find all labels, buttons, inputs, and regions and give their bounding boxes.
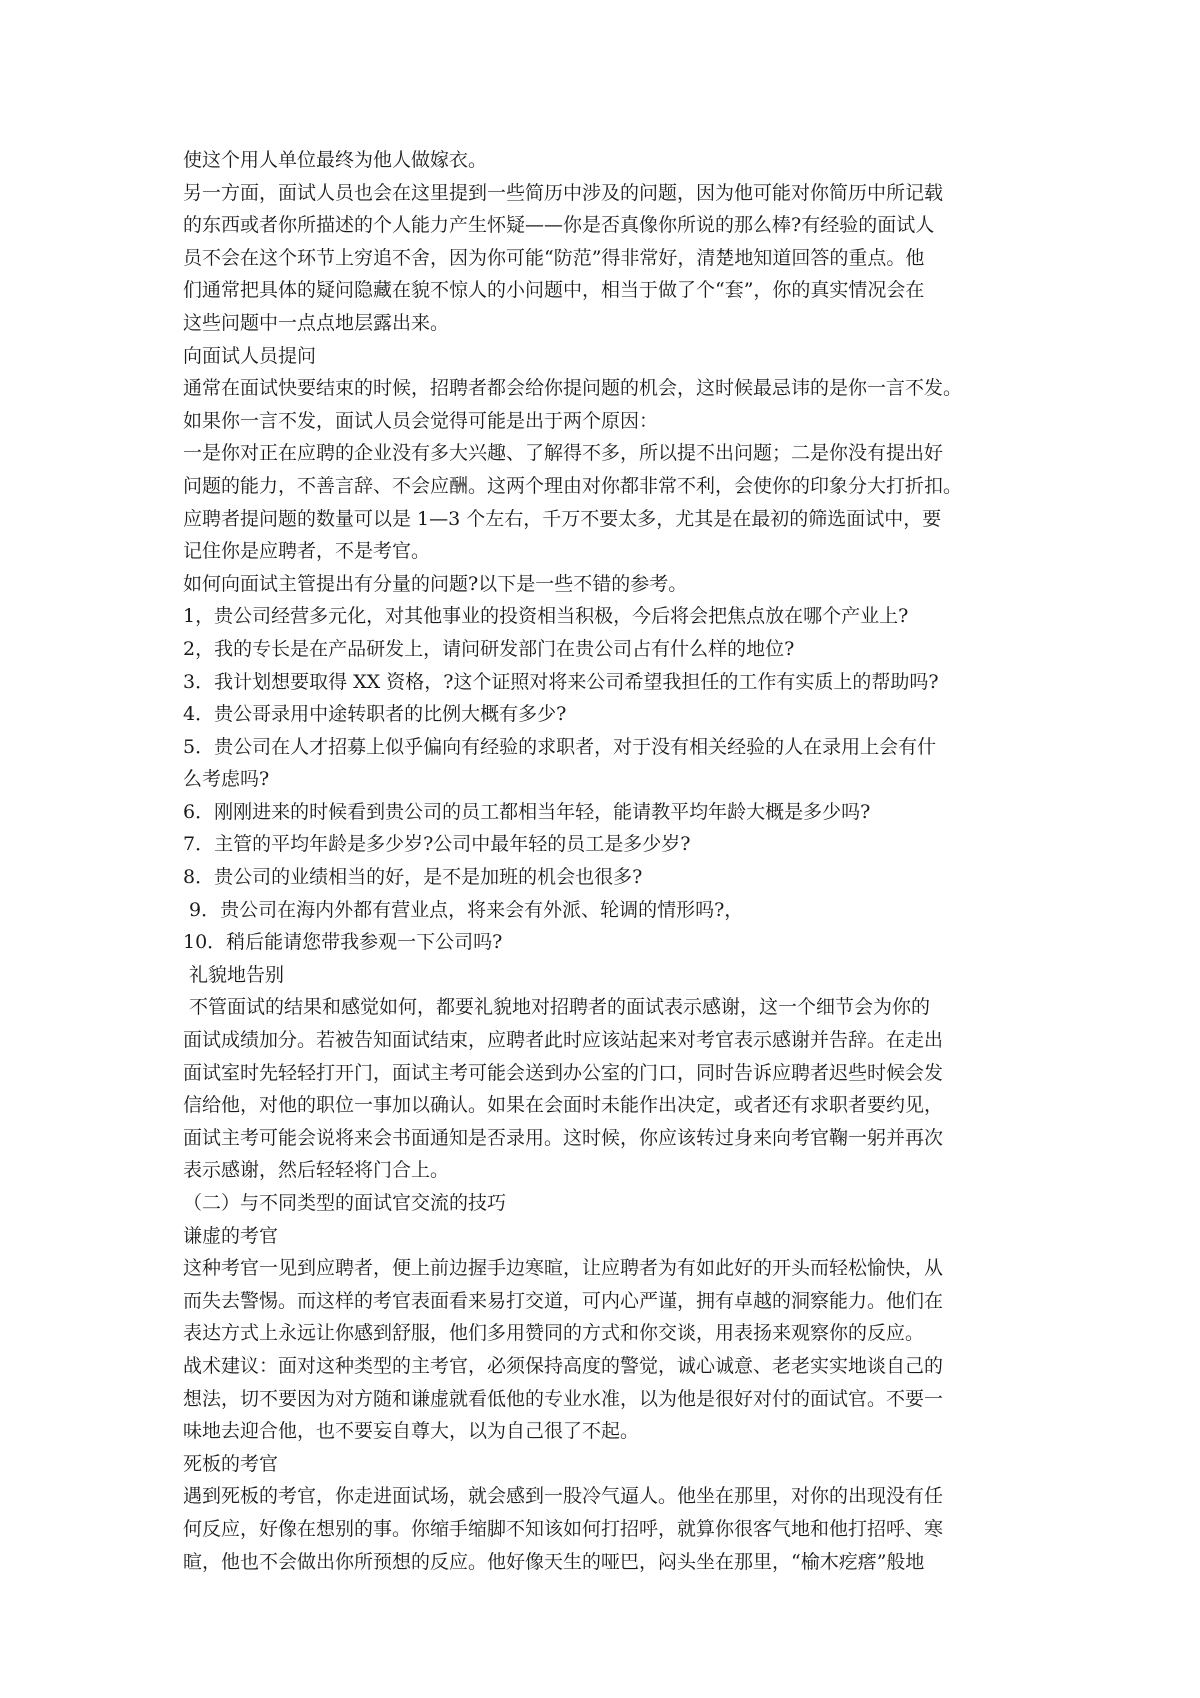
document-body bbox=[183, 144, 1023, 1578]
list-item: 4．贵公哥录用中途转职者的比例大概有多少? bbox=[183, 703, 567, 726]
text-line: 通常在面试快要结束的时候，招聘者都会给你提问题的机会，这时候最忌讳的是你一言不发。 bbox=[183, 377, 963, 400]
text-line: 信给他，对他的职位一事加以确认。如果在会面时未能作出决定，或者还有求职者要约见， bbox=[183, 1094, 944, 1117]
text-line: 们通常把具体的疑问隐藏在貌不惊人的小问题中，相当于做了个“套”，你的真实情况会在 bbox=[183, 279, 925, 302]
text-line: 如果你一言不发，面试人员会觉得可能是出于两个原因： bbox=[183, 409, 659, 432]
text-line: 员不会在这个环节上穷追不舍，因为你可能“防范”得非常好，清楚地知道回答的重点。他 bbox=[183, 246, 925, 269]
list-item: 2，我的专长是在产品研发上，请问研发部门在贵公司占有什么样的地位? bbox=[183, 637, 795, 660]
text-line: 想法，切不要因为对方随和谦虚就看低他的专业水准，以为他是很好对付的面试官。不要一 bbox=[183, 1387, 944, 1410]
text-line: 另一方面，面试人员也会在这里提到一些简历中涉及的问题，因为他可能对你简历中所记载 bbox=[183, 181, 944, 204]
text-line: 记住你是应聘者，不是考官。 bbox=[183, 540, 431, 563]
text-line: 面试主考可能会说将来会书面通知是否录用。这时候，你应该转过身来向考官鞠一躬并再次 bbox=[183, 1126, 944, 1149]
text-line: 遇到死板的考官，你走进面试场，就会感到一股冷气逼人。他坐在那里，对你的出现没有任 bbox=[183, 1485, 944, 1508]
list-item: 1，贵公司经营多元化，对其他事业的投资相当积极，今后将会把焦点放在哪个产业上? bbox=[183, 605, 909, 628]
section-heading: 死板的考官 bbox=[183, 1452, 279, 1475]
text-line: 不管面试的结果和感觉如何，都要礼貌地对招聘者的面试表示感谢，这一个细节会为你的 bbox=[189, 996, 931, 1019]
text-line: 这些问题中一点点地层露出来。 bbox=[183, 311, 450, 334]
text-line: 而失去警惕。而这样的考官表面看来易打交道，可内心严谨，拥有卓越的洞察能力。他们在 bbox=[183, 1289, 944, 1312]
text-line: 面试室时先轻轻打开门，面试主考可能会送到办公室的门口，同时告诉应聘者迟些时候会发 bbox=[183, 1061, 944, 1084]
text-line: 味地去迎合他，也不要妄自尊大，以为自己很了不起。 bbox=[183, 1420, 640, 1443]
text-line: 一是你对正在应聘的企业没有多大兴趣、了解得不多，所以提不出问题；二是你没有提出好 bbox=[183, 442, 944, 465]
list-item: 么考虑吗? bbox=[183, 768, 270, 791]
text-line: 表示感谢，然后轻轻将门合上。 bbox=[183, 1159, 450, 1182]
text-line: 使这个用人单位最终为他人做嫁衣。 bbox=[183, 149, 488, 171]
text-line: 暄，他也不会做出你所预想的反应。他好像天生的哑巴，闷头坐在那里，“榆木疙瘩”般地 bbox=[183, 1550, 925, 1573]
section-heading: 谦虚的考官 bbox=[183, 1224, 279, 1247]
list-item: 8．贵公司的业绩相当的好，是不是加班的机会也很多? bbox=[183, 866, 643, 889]
list-item: 7．主管的平均年龄是多少岁?公司中最年轻的员工是多少岁? bbox=[183, 833, 691, 856]
list-item: 9．贵公司在海内外都有营业点，将来会有外派、轮调的情形吗?， bbox=[189, 898, 744, 921]
list-item: 5．贵公司在人才招募上似乎偏向有经验的求职者，对于没有相关经验的人在录用上会有什 bbox=[183, 735, 937, 758]
section-heading: 向面试人员提问 bbox=[183, 344, 317, 367]
section-heading: 礼貌地告别 bbox=[189, 963, 285, 986]
list-item: 6．刚刚进来的时候看到贵公司的员工都相当年轻，能请教平均年龄大概是多少吗? bbox=[183, 800, 871, 823]
text-line: 这种考官一见到应聘者，便上前边握手边寒暄，让应聘者为有如此好的开头而轻松愉快，从 bbox=[183, 1257, 944, 1280]
text-line: 的东西或者你所描述的个人能力产生怀疑——你是否真像你所说的那么棒?有经验的面试人 bbox=[183, 214, 935, 237]
list-item: 3．我计划想要取得 XX 资格，?这个证照对将来公司希望我担任的工作有实质上的帮助吗? bbox=[183, 670, 939, 693]
text-line: 如何向面试主管提出有分量的问题?以下是一些不错的参考。 bbox=[183, 572, 688, 595]
text-line: 问题的能力，不善言辞、不会应酬。这两个理由对你都非常不利，会使你的印象分大打折扣。 bbox=[183, 474, 963, 497]
list-item: 10．稍后能请您带我参观一下公司吗? bbox=[183, 931, 503, 954]
text-line: 面试成绩加分。若被告知面试结束，应聘者此时应该站起来对考官表示感谢并告辞。在走出 bbox=[183, 1029, 944, 1052]
text-line: 战术建议：面对这种类型的主考官，必须保持高度的警觉，诚心诚意、老老实实地谈自己的 bbox=[183, 1354, 944, 1377]
text-line: 应聘者提问题的数量可以是 1—3 个左右，千万不要太多，尤其是在最初的筛选面试中，要 bbox=[183, 507, 942, 530]
section-heading: （二）与不同类型的面试官交流的技巧 bbox=[183, 1192, 507, 1214]
text-line: 何反应，好像在想别的事。你缩手缩脚不知该如何打招呼，就算你很客气地和他打招呼、寒 bbox=[183, 1517, 944, 1540]
text-line: 表达方式上永远让你感到舒服，他们多用赞同的方式和你交谈，用表扬来观察你的反应。 bbox=[183, 1322, 925, 1345]
